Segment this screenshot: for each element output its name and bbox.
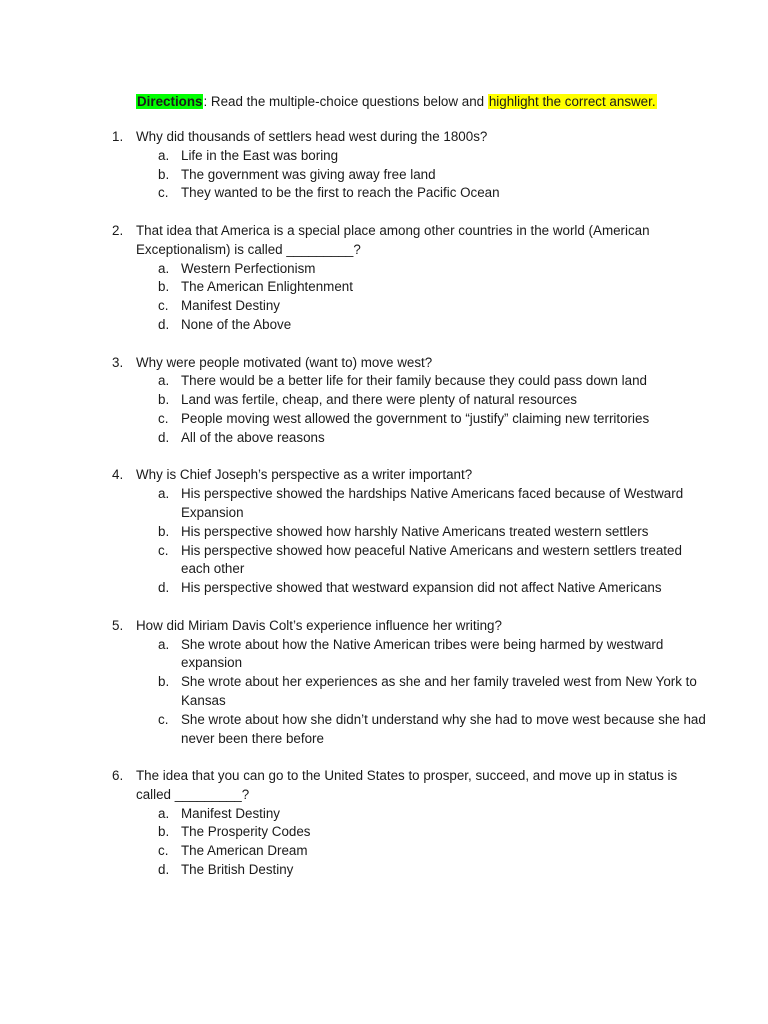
option-text: Life in the East was boring (181, 147, 339, 163)
option-text: She wrote about her experiences as she and her family traveled west from New York to Kansas (181, 674, 697, 708)
answer-option-c[interactable] (136, 542, 712, 580)
answer-option-c[interactable] (136, 184, 712, 203)
question-text: The idea that you can go to the United States to prosper, succeed, and move up in status is called _________? (136, 768, 678, 802)
question-number: 4. (112, 467, 124, 483)
option-text: The American Enlightenment (181, 279, 353, 295)
question-3 (112, 354, 712, 448)
answer-option-a[interactable] (136, 636, 712, 674)
question-text: Why did thousands of settlers head west during the 1800s? (136, 129, 488, 144)
answer-option-d[interactable] (136, 316, 712, 335)
question-number: 5. (112, 617, 124, 633)
option-text: There would be a better life for their family because they could pass down land (181, 373, 647, 389)
question-text: How did Miriam Davis Colt’s experience influence her writing? (136, 617, 502, 633)
answer-option-d[interactable] (136, 579, 712, 598)
option-letter: a. (158, 373, 170, 389)
question-number: 2. (112, 222, 124, 238)
answer-options (136, 260, 712, 335)
answer-option-a[interactable] (136, 485, 712, 523)
option-letter: a. (158, 805, 170, 821)
directions-line (136, 92, 657, 111)
option-text: People moving west allowed the government to “justify” claiming new territories (181, 410, 650, 426)
option-letter: c. (158, 410, 169, 426)
option-text: His perspective showed that westward expansion did not affect Native Americans (181, 580, 662, 596)
option-letter: c. (158, 298, 169, 314)
option-text: The Prosperity Codes (181, 824, 311, 840)
option-letter: d. (158, 429, 170, 445)
option-text: His perspective showed how harshly Native Americans treated western settlers (181, 523, 649, 539)
option-letter: b. (158, 392, 170, 408)
answer-option-b[interactable] (136, 166, 712, 185)
option-text: They wanted to be the first to reach the Pacific Ocean (181, 185, 500, 201)
option-letter: a. (158, 260, 170, 276)
option-text: Manifest Destiny (181, 805, 280, 821)
option-text: Western Perfectionism (181, 260, 316, 276)
option-text: Manifest Destiny (181, 298, 280, 314)
option-text: The American Dream (181, 843, 308, 859)
answer-option-c[interactable] (136, 711, 712, 749)
directions-label: Directions (137, 94, 203, 109)
option-text: Land was fertile, cheap, and there were plenty of natural resources (181, 392, 577, 408)
answer-option-c[interactable] (136, 297, 712, 316)
answer-option-d[interactable] (136, 429, 712, 448)
answer-option-a[interactable] (136, 372, 712, 391)
option-text: The government was giving away free land (181, 166, 436, 182)
option-text: His perspective showed how peaceful Native Americans and western settlers treated each other (181, 542, 682, 577)
question-number: 6. (112, 768, 124, 784)
answer-options (136, 485, 712, 598)
option-letter: a. (158, 636, 170, 652)
question-text: Why is Chief Joseph’s perspective as a writer important? (136, 467, 473, 483)
option-letter: c. (158, 711, 169, 727)
option-letter: c. (158, 185, 169, 201)
option-letter: b. (158, 279, 170, 295)
directions-highlight-text: highlight the correct answer. (488, 94, 656, 109)
question-5 (112, 617, 712, 749)
directions-text: : Read the multiple-choice questions below and (203, 94, 488, 109)
answer-option-b[interactable] (136, 278, 712, 297)
question-number: 3. (112, 354, 124, 370)
option-text: The British Destiny (181, 862, 294, 878)
answer-option-a[interactable] (136, 147, 712, 166)
option-letter: a. (158, 486, 170, 502)
question-number: 1. (112, 129, 124, 144)
answer-option-d[interactable] (136, 861, 712, 880)
question-1 (112, 128, 712, 203)
option-letter: d. (158, 580, 170, 596)
answer-option-c[interactable] (136, 842, 712, 861)
question-6 (112, 767, 712, 880)
question-4 (112, 466, 712, 598)
option-text: She wrote about how the Native American tribes were being harmed by westward expansion (181, 636, 664, 671)
option-letter: b. (158, 523, 170, 539)
answer-option-a[interactable] (136, 805, 712, 824)
option-text: She wrote about how she didn’t understand why she had to move west because she had never been there before (181, 711, 706, 746)
answer-option-c[interactable] (136, 410, 712, 429)
question-2 (112, 222, 712, 335)
question-text: Why were people motivated (want to) move west? (136, 354, 433, 370)
option-text: All of the above reasons (181, 429, 325, 445)
answer-option-b[interactable] (136, 823, 712, 842)
option-letter: c. (158, 542, 169, 558)
option-text: His perspective showed the hardships Native Americans faced because of Westward Expansion (181, 486, 684, 520)
answer-options (136, 147, 712, 203)
option-letter: a. (158, 147, 170, 163)
option-letter: d. (158, 862, 170, 878)
answer-options (136, 636, 712, 749)
answer-options (136, 372, 712, 447)
answer-option-b[interactable] (136, 391, 712, 410)
question-list (112, 128, 712, 899)
answer-option-b[interactable] (136, 673, 712, 711)
answer-option-a[interactable] (136, 260, 712, 279)
question-text: That idea that America is a special place among other countries in the world (American Exceptionalism) is called _________? (136, 222, 650, 257)
option-letter: b. (158, 824, 170, 840)
option-letter: b. (158, 674, 170, 690)
option-letter: c. (158, 843, 169, 859)
option-letter: d. (158, 316, 170, 332)
answer-options (136, 805, 712, 880)
answer-option-b[interactable] (136, 523, 712, 542)
option-letter: b. (158, 166, 170, 182)
option-text: None of the Above (181, 316, 292, 332)
